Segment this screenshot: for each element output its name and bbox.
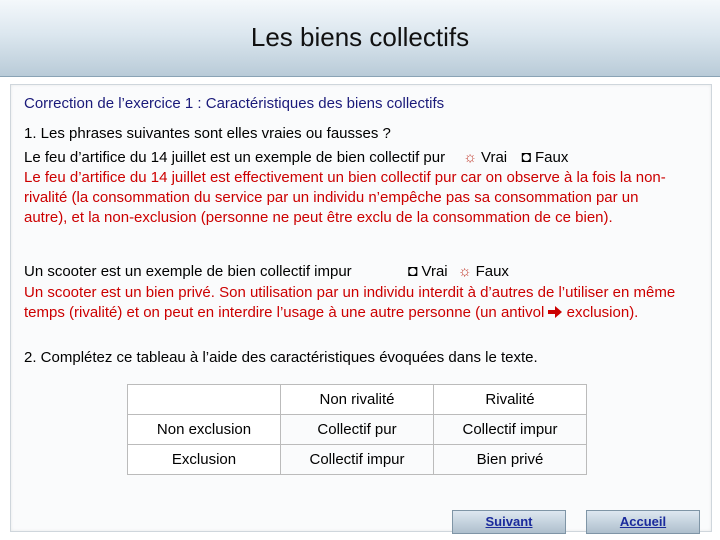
explanation-2 [24,283,684,323]
statement-text: Le feu d’artifice du 14 juillet est un exemple de bien collectif pur [24,149,446,166]
next-button-label[interactable]: Suivant [485,514,533,529]
option-vrai[interactable]: Vrai [421,263,448,280]
statement-text: Un scooter est un exemple de bien collectif impur [24,263,352,280]
checkbox-icon[interactable]: ◘ [521,149,531,166]
column-header: Non rivalité [281,385,434,415]
table-header-row [128,385,587,415]
page-title: Les biens collectifs [250,22,470,52]
home-button-label[interactable]: Accueil [619,514,667,529]
column-header: Rivalité [434,385,587,415]
row-header: Exclusion [128,445,281,475]
table-cell: Collectif impur [434,415,587,445]
next-button[interactable] [452,510,566,534]
sun-icon[interactable]: ☼ [463,149,478,166]
table-cell: Bien privé [434,445,587,475]
option-faux[interactable]: Faux [475,263,509,280]
checkbox-icon[interactable]: ◘ [407,263,418,280]
option-faux[interactable]: Faux [534,149,569,166]
row-header: Non exclusion [128,415,281,445]
header-banner [0,0,720,77]
explanation-2-end: exclusion). [566,304,639,321]
table-cell: Collectif impur [281,445,434,475]
table-cell: Collectif pur [281,415,434,445]
characteristics-table [127,384,587,475]
question-1-item-2 [24,262,509,282]
question-2-heading: 2. Complétez ce tableau à l’aide des caractéristiques évoquées dans le texte. [24,349,538,366]
right-arrow-icon [548,304,562,316]
option-vrai[interactable]: Vrai [481,149,508,166]
table-corner-cell [128,385,281,415]
table-row [128,445,587,475]
question-1-heading: 1. Les phrases suivantes sont elles vraies ou fausses ? [24,125,391,142]
subtitle: Correction de l’exercice 1 : Caractéristiques des biens collectifs [24,95,445,112]
question-1-item-1 [24,148,568,168]
home-button[interactable] [586,510,700,534]
sun-icon[interactable]: ☼ [457,263,472,280]
explanation-2-text: Un scooter est un bien privé. Son utilisation par un individu interdit à d’autres de l’utiliser en même temps (rivalité) et on peut en interdire l’usage à une autre personne (un antivol [24,284,676,321]
table-row [128,415,587,445]
explanation-1: Le feu d’artifice du 14 juillet est effectivement un bien collectif pur car on observe à la fois la non-rivalité (la consommation du service par un individu n’empêche pas sa consommation par un autre), et la non-exclusion (personne ne peut être exclu de la consommation de ce bien). [24,169,666,226]
